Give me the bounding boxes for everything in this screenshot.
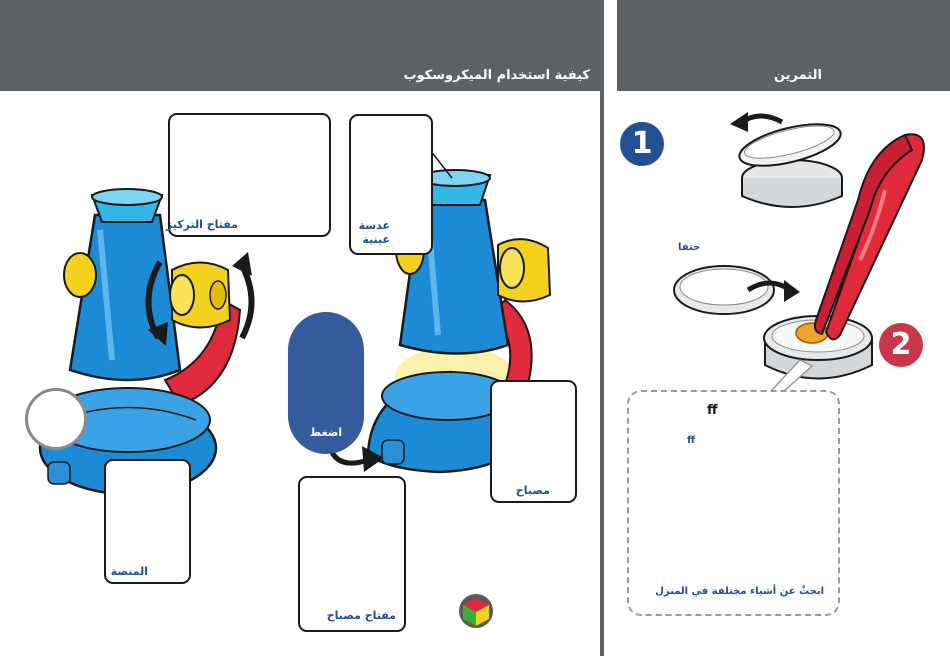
tweezers-illustration [815,134,924,339]
petri-dish-top [730,112,845,207]
observation-instruction: ابحثْ عن أشياء مختلفة في المنزل [655,586,824,597]
step-2-badge: 2 [879,323,923,367]
lamp-label: مصباح [515,484,550,497]
stage-label: المنصة [110,565,148,578]
right-header-title: التمرين [773,68,822,83]
lamp-switch-label: مفتاح مصباح [326,609,396,622]
observation-box [627,390,840,616]
lens-label-line2: عينية [362,233,390,246]
petri-lid-open [674,266,800,314]
left-header-title: كيفية استخدام الميكروسكوب [403,68,590,83]
open-label: ح‍ت‍ف‍ا [678,242,701,253]
focus-knob-label: مفتاح التركيز [165,218,238,231]
observation-glyph-small: ﬀ [687,435,696,446]
step-1-badge: 1 [620,122,664,166]
lens-label-line1: عدسة [358,219,390,232]
observation-glyph-top: ﬀ [707,403,718,418]
press-label: اضغط [309,426,343,439]
